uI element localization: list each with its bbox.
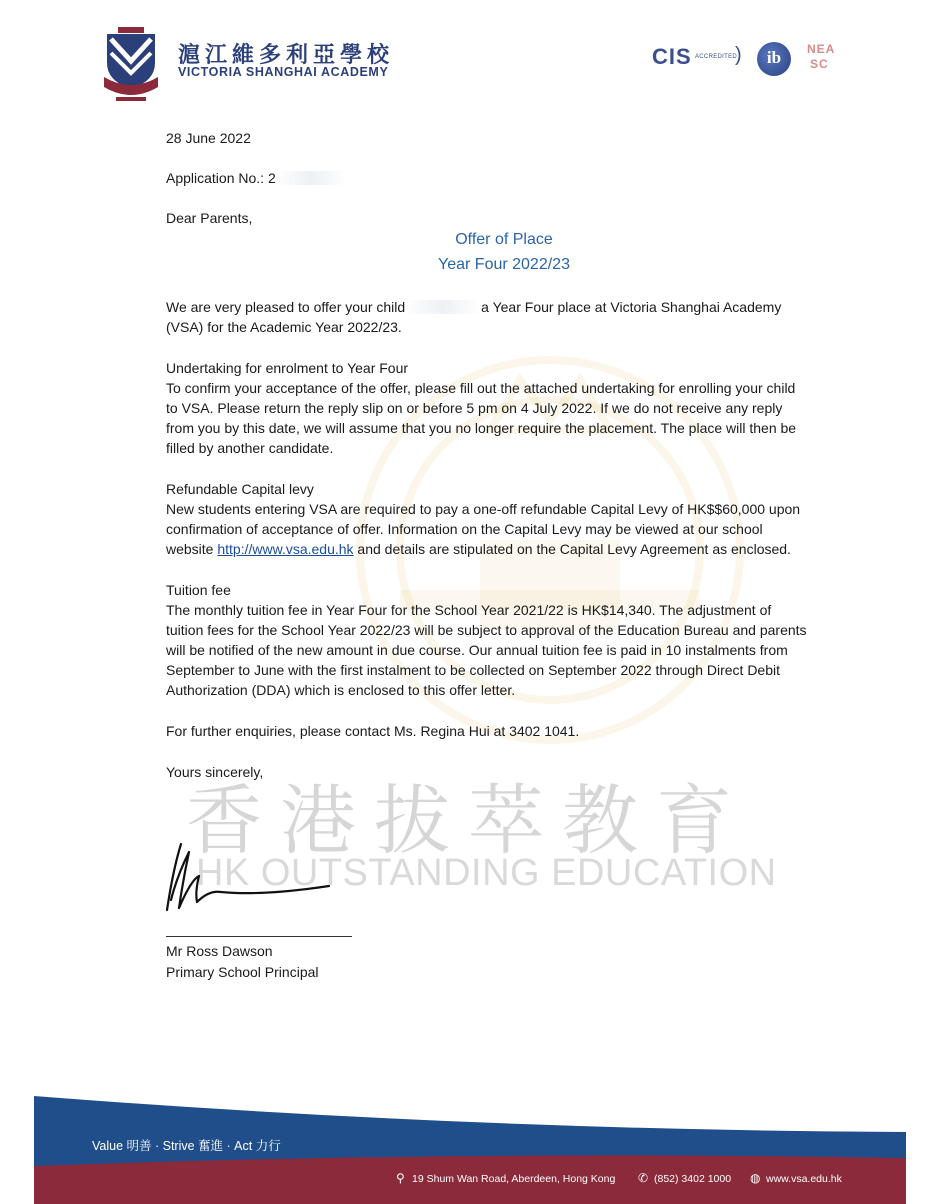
watermark-english-text: HK OUTSTANDING EDUCATION — [196, 852, 777, 894]
application-number-label: Application No.: 2 — [166, 170, 276, 186]
footer-website[interactable]: www.vsa.edu.hk — [766, 1173, 842, 1185]
paragraph-line: to VSA. Please return the reply slip on or before 5 pm on 4 July 2022. If we do not receive any reply — [166, 400, 783, 416]
footer-address: 19 Shum Wan Road, Aberdeen, Hong Kong — [412, 1173, 616, 1185]
signature-line — [166, 936, 352, 937]
paragraph-line: The monthly tuition fee in Year Four for the School Year 2021/22 is HK$14,340. The adjustment of — [166, 602, 772, 618]
school-motto: Value 明善 · Strive 奮進 · Act 力行 — [92, 1139, 281, 1153]
intro-text-b: a Year Four place at Victoria Shanghai Academy — [481, 299, 782, 315]
school-website-link[interactable]: http://www.vsa.edu.hk — [217, 541, 354, 557]
school-name-english: VICTORIA SHANGHAI ACADEMY — [178, 65, 389, 79]
letter-subtitle: Year Four 2022/23 — [438, 256, 570, 273]
footer-phone: (852) 3402 1000 — [654, 1173, 732, 1185]
ib-logo-text: ib — [766, 48, 782, 67]
redacted-area — [276, 171, 346, 185]
paragraph-line: will be notified of the new amount in due course. Our annual tuition fee is paid in 10 instalments from — [166, 642, 788, 658]
section-heading-capital-levy: Refundable Capital levy — [166, 481, 314, 497]
paragraph-line: filled by another candidate. — [166, 440, 334, 456]
neasc-logo-line2: SC — [810, 57, 829, 71]
school-name-chinese: 滬江維多利亞學校 — [178, 42, 395, 67]
signatory-name: Mr Ross Dawson — [166, 943, 273, 959]
paragraph-line: tuition fees for the School Year 2022/23 will be subject to approval of the Education Bureau and parents — [166, 622, 807, 638]
cis-accredited-label: ACCREDITED — [695, 54, 738, 60]
school-crest-logo — [104, 27, 158, 105]
section-heading-tuition: Tuition fee — [166, 582, 231, 598]
website-suffix: and details are stipulated on the Capital Levy Agreement as enclosed. — [353, 541, 791, 557]
salutation: Dear Parents, — [166, 210, 253, 226]
paragraph-line: confirmation of acceptance of offer. Information on the Capital Levy may be viewed at our school — [166, 521, 763, 537]
watermark-chinese-text: 香港拔萃教育 — [186, 776, 750, 865]
letter-date: 28 June 2022 — [166, 130, 251, 146]
paragraph-line: September to June with the first instalment to be collected on September 2022 through Direct Debit — [166, 662, 781, 678]
paragraph-line — [166, 539, 791, 559]
intro-text-a: We are very pleased to offer your child — [166, 299, 406, 315]
cis-bracket: ) — [735, 44, 742, 66]
neasc-logo-line1: NEA — [807, 42, 836, 56]
globe-icon: ◍ — [750, 1171, 761, 1185]
paragraph-line: New students entering VSA are required to pay a one-off refundable Capital Levy of HK$$60,000 upon — [166, 501, 801, 517]
paragraph-line: from you by this date, we will assume that you no longer require the placement. The place will then be — [166, 420, 797, 436]
location-pin-icon: ⚲ — [396, 1171, 405, 1185]
redacted-child-name — [405, 300, 481, 314]
section-heading-undertaking: Undertaking for enrolment to Year Four — [166, 360, 409, 376]
intro-line-1 — [166, 297, 781, 317]
enquiries-line: For further enquiries, please contact Ms. Regina Hui at 3402 1041. — [166, 723, 580, 739]
paragraph-line: To confirm your acceptance of the offer, please fill out the attached undertaking for enrolling your child — [166, 380, 796, 396]
phone-icon: ✆ — [638, 1171, 649, 1185]
cis-accreditation-logo: CIS — [652, 44, 692, 69]
website-prefix: website — [166, 541, 218, 557]
principal-signature — [163, 840, 338, 920]
signatory-title: Primary School Principal — [166, 964, 319, 980]
paragraph-line: Authorization (DDA) which is enclosed to this offer letter. — [166, 682, 516, 698]
application-number — [166, 168, 346, 188]
letter-title: Offer of Place — [455, 231, 553, 248]
closing-line: Yours sincerely, — [166, 764, 264, 780]
intro-line-2: (VSA) for the Academic Year 2022/23. — [166, 319, 402, 335]
